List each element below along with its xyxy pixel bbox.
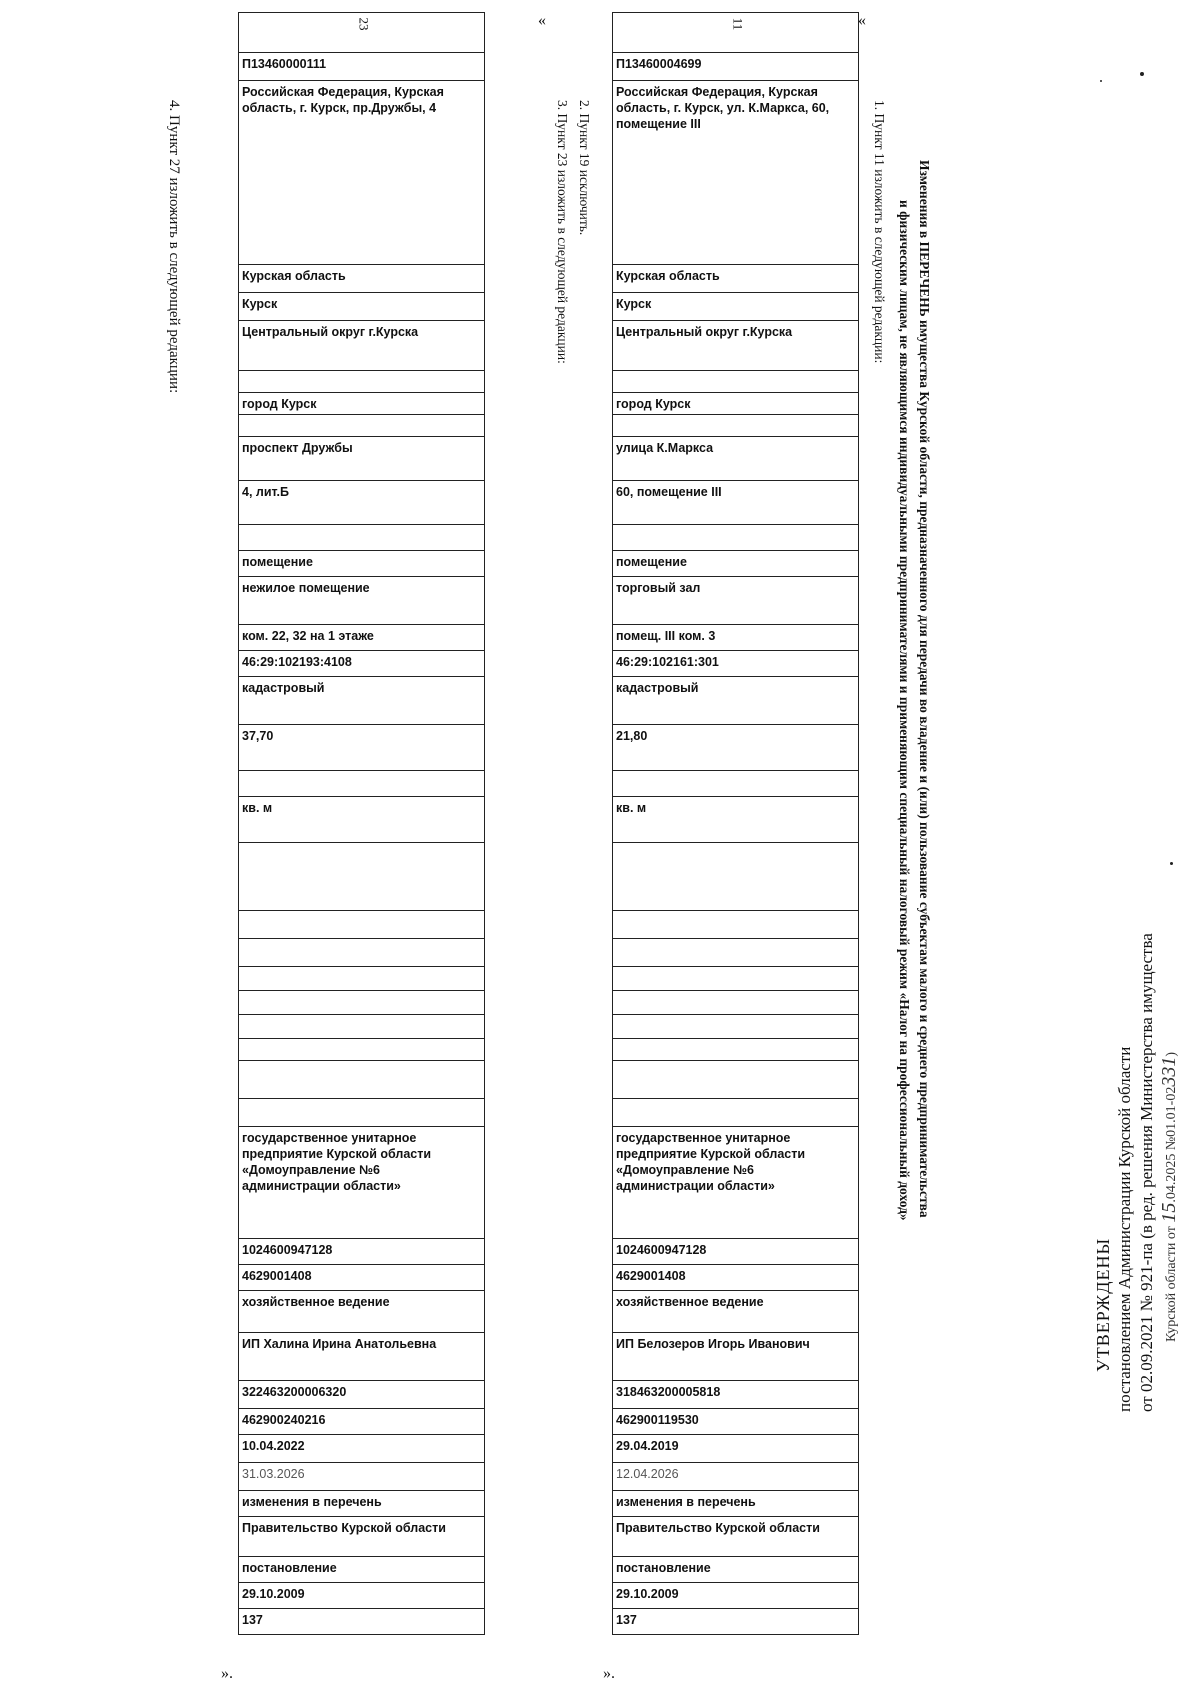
table-cell — [239, 843, 484, 911]
table-cell: Курск — [239, 293, 484, 321]
table-cell — [613, 1039, 858, 1061]
table-cell: 137 — [613, 1609, 858, 1635]
item-number-cell — [239, 13, 484, 53]
approved-title: УТВЕРЖДЕНЫ — [1093, 1237, 1113, 1372]
table-cell: 29.04.2019 — [613, 1435, 858, 1463]
table-cell: изменения в перечень — [613, 1491, 858, 1517]
table-cell: Правительство Курской области — [613, 1517, 858, 1557]
table-cell: П13460004699 — [613, 53, 858, 81]
table-cell: Курская область — [239, 265, 484, 293]
table-cell: ком. 22, 32 на 1 этаже — [239, 625, 484, 651]
table-cell: 4629001408 — [613, 1265, 858, 1291]
table-cell: ИП Белозеров Игорь Иванович — [613, 1333, 858, 1381]
table-cell: 322463200006320 — [239, 1381, 484, 1409]
instruction-3: 3. Пункт 23 изложить в следующей редакции: — [555, 100, 570, 364]
table-cell: государственное унитарное предприятие Курской области «Домоуправление №6 администрации области» — [613, 1127, 858, 1239]
approved-line-2: постановлением Администрации Курской области — [1115, 1046, 1134, 1412]
table-cell: Правительство Курской области — [239, 1517, 484, 1557]
table-cell: 462900119530 — [613, 1409, 858, 1435]
table-cell — [239, 1061, 484, 1099]
item-number-cell — [613, 13, 858, 53]
table-cell: 4, лит.Б — [239, 481, 484, 525]
scan-speck — [1170, 862, 1173, 865]
table-cell: ИП Халина Ирина Анатольевна — [239, 1333, 484, 1381]
table-cell: 318463200005818 — [613, 1381, 858, 1409]
table-cell: 46:29:102161:301 — [613, 651, 858, 677]
table-cell — [613, 843, 858, 911]
table-cell: кв. м — [613, 797, 858, 843]
approved-line-4: Курской области от 15.04.2025 №01.01-02331) — [1158, 1051, 1180, 1342]
table-cell: проспект Дружбы — [239, 437, 484, 481]
table-cell: 46:29:102193:4108 — [239, 651, 484, 677]
table-cell — [613, 1099, 858, 1127]
table-cell: 60, помещение III — [613, 481, 858, 525]
table-cell — [239, 1039, 484, 1061]
table-cell — [239, 525, 484, 551]
table-cell: помещение — [239, 551, 484, 577]
table-cell — [239, 771, 484, 797]
table-cell: постановление — [613, 1557, 858, 1583]
table-cell: 137 — [239, 1609, 484, 1635]
table-cell: 37,70 — [239, 725, 484, 771]
table-cell: нежилое помещение — [239, 577, 484, 625]
table-cell: кадастровый — [239, 677, 484, 725]
table-cell: кадастровый — [613, 677, 858, 725]
table-cell — [613, 939, 858, 967]
close-quote-23: ». — [221, 1665, 233, 1682]
table-cell: 21,80 — [613, 725, 858, 771]
handwritten-number: 331 — [1158, 1056, 1180, 1087]
table-cell — [239, 911, 484, 939]
item-number: 11 — [730, 17, 746, 31]
table-cell: изменения в перечень — [239, 1491, 484, 1517]
table-cell — [613, 911, 858, 939]
approval-header — [1092, 933, 1183, 1412]
open-quote-11: « — [858, 12, 866, 29]
table-cell — [239, 1099, 484, 1127]
scan-speck — [1140, 72, 1144, 76]
table-cell: 1024600947128 — [239, 1239, 484, 1265]
table-cell: Курская область — [613, 265, 858, 293]
close-quote-11: ». — [603, 1665, 615, 1682]
instruction-4: 4. Пункт 27 изложить в следующей редакции: — [166, 100, 182, 394]
instruction-1: 1. Пункт 11 изложить в следующей редакции: — [872, 100, 887, 364]
item-11-table — [612, 12, 859, 1635]
table-cell: Российская Федерация, Курская область, г. Курск, ул. К.Маркса, 60, помещение III — [613, 81, 858, 265]
table-cell: 29.10.2009 — [613, 1583, 858, 1609]
table-cell — [613, 967, 858, 991]
table-cell — [239, 939, 484, 967]
table-cell — [239, 967, 484, 991]
table-cell: государственное унитарное предприятие Курской области «Домоуправление №6 администрации области» — [239, 1127, 484, 1239]
table-cell: Российская Федерация, Курская область, г. Курск, пр.Дружбы, 4 — [239, 81, 484, 265]
table-cell — [239, 415, 484, 437]
instruction-2: 2. Пункт 19 исключить. — [577, 100, 592, 236]
table-cell — [613, 415, 858, 437]
table-cell: 1024600947128 — [613, 1239, 858, 1265]
table-cell — [613, 1015, 858, 1039]
table-cell: улица К.Маркса — [613, 437, 858, 481]
table-cell: помещ. III ком. 3 — [613, 625, 858, 651]
table-cell: кв. м — [239, 797, 484, 843]
title-line-1: Изменения в ПЕРЕЧЕНЬ имущества Курской области, предназначенного для передачи во владение и (или) пользование субъектам малого и среднего предпринимательства — [917, 160, 932, 1218]
table-cell — [239, 1015, 484, 1039]
table-cell — [613, 991, 858, 1015]
table-cell: помещение — [613, 551, 858, 577]
table-cell: 10.04.2022 — [239, 1435, 484, 1463]
title-line-2: и физическим лицам, не являющимся индивидуальными предпринимателями и применяющим специальный налоговый режим «Налог на профессиональный доход» — [897, 200, 912, 1221]
table-cell: 4629001408 — [239, 1265, 484, 1291]
table-cell: Центральный округ г.Курска — [239, 321, 484, 371]
table-cell: город Курск — [239, 393, 484, 415]
table-cell: хозяйственное ведение — [613, 1291, 858, 1333]
table-cell — [613, 1061, 858, 1099]
table-cell: 31.03.2026 — [239, 1463, 484, 1491]
scan-speck — [1100, 80, 1102, 82]
item-23-table — [238, 12, 485, 1635]
table-cell: 12.04.2026 — [613, 1463, 858, 1491]
table-cell: торговый зал — [613, 577, 858, 625]
table-cell: Курск — [613, 293, 858, 321]
table-cell — [613, 525, 858, 551]
approved-line-3: от 02.09.2021 № 921-па (в ред. решения Министерства имущества — [1137, 933, 1156, 1412]
table-cell: город Курск — [613, 393, 858, 415]
table-cell — [613, 371, 858, 393]
handwritten-date: 15 — [1158, 1202, 1180, 1223]
table-cell: постановление — [239, 1557, 484, 1583]
table-cell: П13460000111 — [239, 53, 484, 81]
table-cell: Центральный округ г.Курска — [613, 321, 858, 371]
table-cell: хозяйственное ведение — [239, 1291, 484, 1333]
table-cell — [239, 991, 484, 1015]
document-title — [894, 160, 934, 1221]
table-cell: 29.10.2009 — [239, 1583, 484, 1609]
table-cell — [239, 371, 484, 393]
table-cell — [613, 771, 858, 797]
open-quote-23: « — [538, 12, 546, 29]
item-number: 23 — [356, 17, 372, 31]
table-cell: 462900240216 — [239, 1409, 484, 1435]
